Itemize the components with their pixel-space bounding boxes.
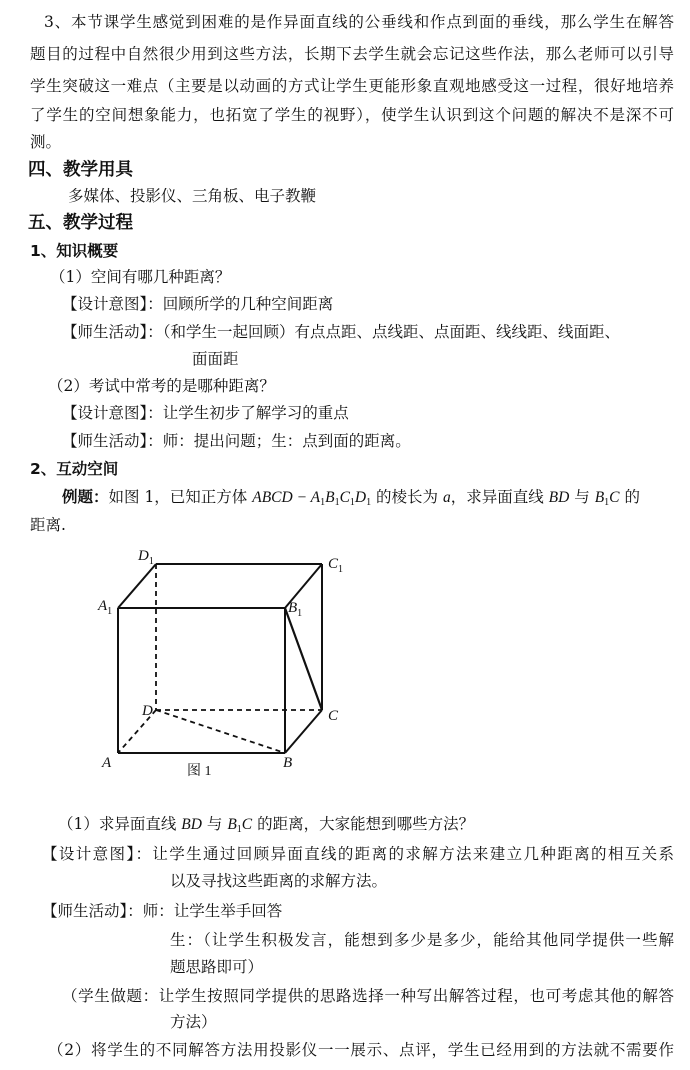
example-mid: 的棱长为 [371,488,443,506]
label-c1: $C_1$ [328,556,344,575]
para3-line1: 3、本节课学生感觉到困难的是作异面直线的公垂线和作点到面的垂线，那么学生在解答 [44,13,674,31]
activity-line1: 【师生活动】：师：让学生举手回答 [42,902,283,920]
cube-edges [118,564,322,753]
sub1-q1-activity-line1: 【师生活动】：（和学生一起回顾）有点点距、点线距、点面距、线线距、线面距、 [62,323,621,341]
math-bd-2: BD [181,816,202,833]
para3-line4: 了学生的空间想象能力，也拓宽了学生的视野），使学生认识到这个问题的解决不是深不可 [30,106,674,124]
student-line1: （学生做题：让学生按照同学提供的思路选择一种写出解答过程，也可考虑其他的解答 [62,987,674,1005]
edge-length-a: a [442,489,451,506]
label-d1: $D_1$ [138,548,154,567]
q-after-2: （2）将学生的不同解答方法用投影仪一一展示、点评，学生已经用到的方法就不需要作 [48,1041,674,1059]
hidden-edges [118,564,322,753]
section4-heading: 四、教学用具 [28,160,133,180]
example-label: 例题： [62,488,109,506]
edge-a1d1 [118,564,156,608]
sub1-q2: （2）考试中常考的是哪种距离？ [48,377,275,395]
segment-b1c [285,608,322,710]
intent-line2: 以及寻找这些距离的求解方法。 [170,872,388,890]
sub1-heading: 1、知识概要 [30,242,119,260]
example-line2: 距离. [30,516,66,534]
section4-items: 多媒体、投影仪、三角板、电子教鞭 [68,187,317,205]
sub1-q2-activity: 【师生活动】：师：提出问题；生：点到面的距离。 [62,432,411,450]
sub1-q1-intent: 【设计意图】：回顾所学的几种空间距离 [62,295,334,313]
example-pre: 如图 1，已知正方体 [108,488,253,506]
sub1-q1: （1）空间有哪几种距离？ [50,268,231,286]
para3-line5: 测。 [30,133,62,151]
label-b: B [283,755,293,771]
edge-bc [285,710,322,753]
example-end: 的 [619,488,640,506]
label-a: A [102,755,112,771]
figure-caption: 图 1 [187,764,212,779]
intent-line1: 【设计意图】：让学生通过回顾异面直线的距离的求解方法来建立几种距离的相互关系 [42,845,674,863]
label-c: C [328,708,339,724]
math-bd: BD [548,489,570,506]
math-abcd: ABCD − $A_1B_1C_1D_1$ [252,489,372,508]
sub1-q2-intent: 【设计意图】：让学生初步了解学习的重点 [62,404,349,422]
sub2-heading: 2、互动空间 [30,460,119,478]
example-and: 与 [569,488,595,506]
segment-bd [156,710,285,753]
q-after-1: （1）求异面直线 BD 与 $B_1C$ 的距离，大家能想到哪些方法？ [58,815,475,835]
math-b1c: $B_1C$ [594,489,620,508]
math-b1c-2: $B_1C$ [227,816,253,835]
label-b1: $B_1$ [288,600,303,619]
label-d: D [142,703,153,719]
para3-line3: 学生突破这一难点（主要是以动画的方式让学生更能形象直观地感受这一过程，很好地培养 [30,77,674,95]
example-line1 [62,486,640,514]
para3-line2: 题目的过程中自然很少用到这些方法，长期下去学生就会忘记这些作法，那么老师可以引导 [30,45,674,63]
section5-heading: 五、教学过程 [28,213,133,233]
sub1-q1-activity-line2: 面面距 [192,350,239,368]
cube-figure [90,540,360,790]
student-line2: 方法） [170,1013,217,1031]
activity-line2: 生：（让学生积极发言，能想到多少是多少，能给其他同学提供一些解 [170,931,674,949]
label-a1: $A_1$ [98,598,113,617]
example-post: ，求异面直线 [450,488,549,506]
activity-line3: 题思路即可） [170,958,264,976]
